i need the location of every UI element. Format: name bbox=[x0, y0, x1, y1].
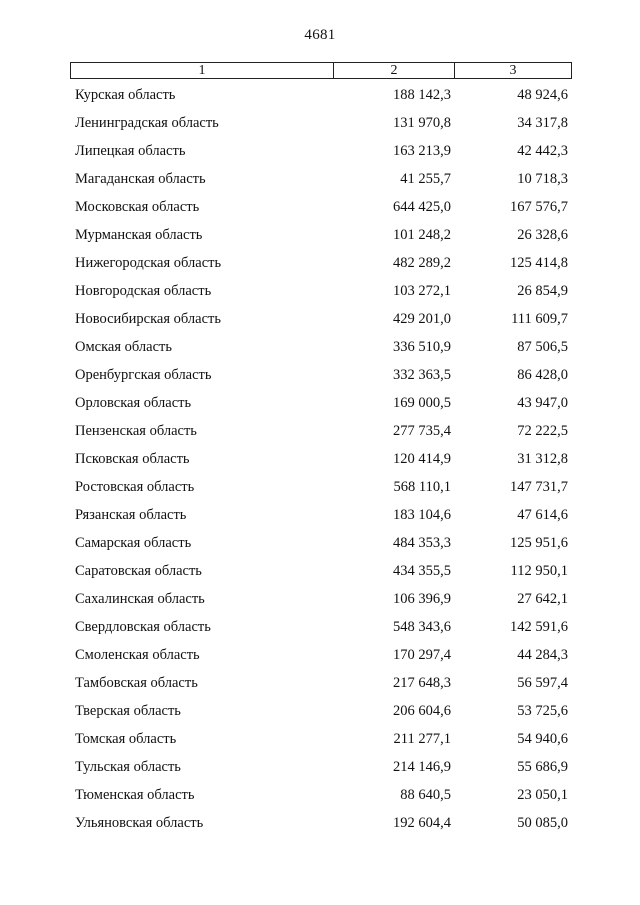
region-name: Курская область bbox=[75, 87, 176, 103]
table-row bbox=[0, 589, 640, 617]
value-col-3: 111 609,7 bbox=[511, 311, 568, 327]
region-name: Тюменская область bbox=[75, 787, 195, 803]
value-col-2: 192 604,4 bbox=[393, 815, 451, 831]
region-name: Магаданская область bbox=[75, 171, 206, 187]
header-col-1: 1 bbox=[71, 63, 334, 78]
value-col-3: 142 591,6 bbox=[510, 619, 568, 635]
table-row bbox=[0, 617, 640, 645]
value-col-2: 211 277,1 bbox=[393, 731, 451, 747]
region-name: Смоленская область bbox=[75, 647, 200, 663]
region-name: Тульская область bbox=[75, 759, 181, 775]
value-col-2: 482 289,2 bbox=[393, 255, 451, 271]
value-col-2: 277 735,4 bbox=[393, 423, 451, 439]
value-col-2: 217 648,3 bbox=[393, 675, 451, 691]
value-col-3: 44 284,3 bbox=[517, 647, 568, 663]
value-col-3: 125 414,8 bbox=[510, 255, 568, 271]
region-name: Самарская область bbox=[75, 535, 192, 551]
value-col-3: 125 951,6 bbox=[510, 535, 568, 551]
table-row bbox=[0, 645, 640, 673]
value-col-2: 214 146,9 bbox=[393, 759, 451, 775]
region-name: Нижегородская область bbox=[75, 255, 222, 271]
header-col-3: 3 bbox=[509, 63, 517, 78]
value-col-3: 34 317,8 bbox=[517, 115, 568, 131]
value-col-3: 112 950,1 bbox=[510, 563, 568, 579]
table-body bbox=[0, 85, 640, 841]
value-col-3: 26 328,6 bbox=[517, 227, 568, 243]
value-col-2: 206 604,6 bbox=[393, 703, 451, 719]
value-col-2: 644 425,0 bbox=[393, 199, 451, 215]
value-col-2: 41 255,7 bbox=[400, 171, 451, 187]
table-row bbox=[0, 729, 640, 757]
table-row bbox=[0, 505, 640, 533]
value-col-2: 188 142,3 bbox=[393, 87, 451, 103]
value-col-3: 147 731,7 bbox=[510, 479, 568, 495]
table-header bbox=[70, 62, 572, 79]
region-name: Ленинградская область bbox=[75, 115, 219, 131]
value-col-2: 336 510,9 bbox=[393, 339, 451, 355]
table-row bbox=[0, 169, 640, 197]
region-name: Омская область bbox=[75, 339, 172, 355]
value-col-3: 72 222,5 bbox=[517, 423, 568, 439]
value-col-2: 163 213,9 bbox=[393, 143, 451, 159]
value-col-2: 568 110,1 bbox=[393, 479, 451, 495]
region-name: Пензенская область bbox=[75, 423, 197, 439]
table-row bbox=[0, 113, 640, 141]
value-col-2: 101 248,2 bbox=[393, 227, 451, 243]
value-col-3: 50 085,0 bbox=[517, 815, 568, 831]
value-col-3: 23 050,1 bbox=[517, 787, 568, 803]
table-row bbox=[0, 421, 640, 449]
region-name: Орловская область bbox=[75, 395, 192, 411]
value-col-3: 27 642,1 bbox=[517, 591, 568, 607]
value-col-2: 434 355,5 bbox=[393, 563, 451, 579]
table-row bbox=[0, 449, 640, 477]
region-name: Тверская область bbox=[75, 703, 181, 719]
value-col-2: 131 970,8 bbox=[393, 115, 451, 131]
header-col-2: 2 bbox=[334, 63, 455, 78]
value-col-3: 31 312,8 bbox=[517, 451, 568, 467]
table-row bbox=[0, 533, 640, 561]
value-col-3: 86 428,0 bbox=[517, 367, 568, 383]
table-row bbox=[0, 813, 640, 841]
region-name: Псковская область bbox=[75, 451, 190, 467]
value-col-3: 43 947,0 bbox=[517, 395, 568, 411]
region-name: Сахалинская область bbox=[75, 591, 205, 607]
table-row bbox=[0, 281, 640, 309]
table-row bbox=[0, 561, 640, 589]
value-col-3: 54 940,6 bbox=[517, 731, 568, 747]
value-col-2: 429 201,0 bbox=[393, 311, 451, 327]
value-col-3: 87 506,5 bbox=[517, 339, 568, 355]
value-col-2: 120 414,9 bbox=[393, 451, 451, 467]
value-col-3: 56 597,4 bbox=[517, 675, 568, 691]
table-row bbox=[0, 337, 640, 365]
value-col-2: 169 000,5 bbox=[393, 395, 451, 411]
region-name: Томская область bbox=[75, 731, 177, 747]
region-name: Липецкая область bbox=[75, 143, 186, 159]
region-name: Московская область bbox=[75, 199, 200, 215]
table-row bbox=[0, 701, 640, 729]
value-col-3: 48 924,6 bbox=[517, 87, 568, 103]
value-col-3: 42 442,3 bbox=[517, 143, 568, 159]
region-name: Рязанская область bbox=[75, 507, 187, 523]
table-row bbox=[0, 365, 640, 393]
table-row bbox=[0, 785, 640, 813]
table-row bbox=[0, 225, 640, 253]
region-name: Мурманская область bbox=[75, 227, 203, 243]
region-name: Ростовская область bbox=[75, 479, 195, 495]
value-col-3: 53 725,6 bbox=[517, 703, 568, 719]
value-col-2: 332 363,5 bbox=[393, 367, 451, 383]
page-number: 4681 bbox=[304, 27, 336, 43]
table-row bbox=[0, 757, 640, 785]
table-row bbox=[0, 141, 640, 169]
table-row bbox=[0, 253, 640, 281]
table-row bbox=[0, 309, 640, 337]
value-col-2: 548 343,6 bbox=[393, 619, 451, 635]
value-col-3: 10 718,3 bbox=[517, 171, 568, 187]
value-col-3: 26 854,9 bbox=[517, 283, 568, 299]
value-col-2: 106 396,9 bbox=[393, 591, 451, 607]
table-row bbox=[0, 197, 640, 225]
value-col-2: 183 104,6 bbox=[393, 507, 451, 523]
value-col-3: 55 686,9 bbox=[517, 759, 568, 775]
table-row bbox=[0, 85, 640, 113]
value-col-2: 88 640,5 bbox=[400, 787, 451, 803]
region-name: Оренбургская область bbox=[75, 367, 212, 383]
value-col-2: 170 297,4 bbox=[393, 647, 451, 663]
table-row bbox=[0, 673, 640, 701]
table-row bbox=[0, 393, 640, 421]
region-name: Новосибирская область bbox=[75, 311, 221, 327]
region-name: Тамбовская область bbox=[75, 675, 198, 691]
region-name: Новгородская область bbox=[75, 283, 212, 299]
table-row bbox=[0, 477, 640, 505]
value-col-2: 103 272,1 bbox=[393, 283, 451, 299]
region-name: Саратовская область bbox=[75, 563, 202, 579]
value-col-2: 484 353,3 bbox=[393, 535, 451, 551]
value-col-3: 167 576,7 bbox=[510, 199, 568, 215]
region-name: Ульяновская область bbox=[75, 815, 204, 831]
value-col-3: 47 614,6 bbox=[517, 507, 568, 523]
region-name: Свердловская область bbox=[75, 619, 211, 635]
